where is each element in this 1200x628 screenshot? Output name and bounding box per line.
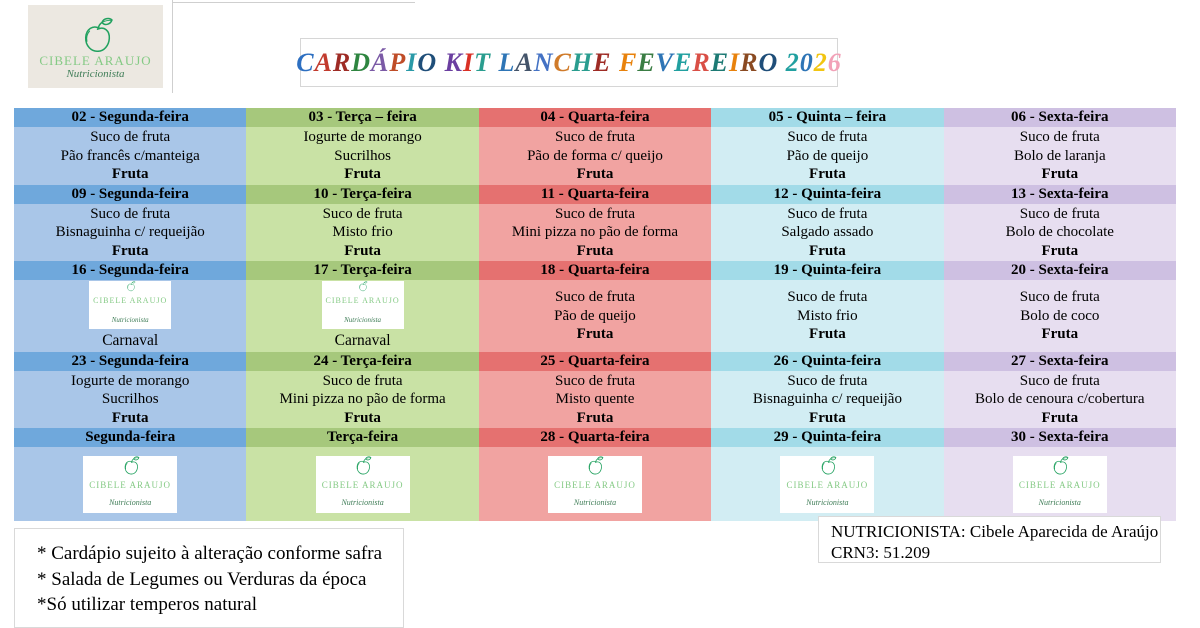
menu-line: Suco de fruta [1019,289,1100,305]
menu-line: Suco de fruta [1019,129,1100,145]
menu-line: Suco de fruta [787,205,868,222]
day-header-quinta-feira: 26 - Quinta-feira [711,352,943,371]
menu-cell [14,447,246,521]
logo-subtitle: Nutricionista [111,315,149,324]
menu-line: Mini pizza no pão de forma [511,224,679,240]
title-letter: E [593,47,612,77]
day-header-quarta-feira: 11 - Quarta-feira [479,185,711,204]
logo-name: CIBELE ARAUJO [93,296,168,305]
fruit-line: Fruta [576,409,614,426]
menu-cell [944,280,1176,352]
note-line: * Salada de Legumes ou Verduras da época [37,568,367,590]
title-letter: N [533,47,554,77]
title-letter: R [332,47,352,77]
fruit-line: Fruta [111,409,149,426]
menu-line: Suco de fruta [90,129,171,145]
title-letter: C [553,47,572,77]
menu-line: Misto quente [555,391,635,407]
menu-cell [711,447,943,521]
day-header-segunda-feira: 09 - Segunda-feira [14,185,246,204]
menu-cell [944,204,1176,262]
title-letter: I [406,47,418,77]
nutritionist-logo [548,456,642,513]
credentials-box [818,516,1161,563]
title-letter: O [758,47,779,77]
title-letter: A [314,47,333,77]
day-header-sexta-feira: 20 - Sexta-feira [944,261,1176,280]
title-letter: R [692,47,711,77]
logo-subtitle: Nutricionista [806,498,849,507]
title-letter [491,48,499,77]
day-header-quinta-feira: 29 - Quinta-feira [711,428,943,447]
title-letter: 6 [827,47,842,77]
logo-subtitle: Nutricionista [1038,498,1081,507]
menu-cell [944,371,1176,429]
carnaval-label: Carnaval [102,332,159,349]
logo-name: CIBELE ARAUJO [325,296,400,305]
day-header-terca-feira: 24 - Terça-feira [246,352,478,371]
menu-cell [14,280,246,352]
menu-line: Pão de queijo [786,147,869,164]
crn-number: CRN3: 51.209 [831,543,931,562]
menu-line: Bolo de cenoura c/cobertura [975,391,1145,407]
title-letter: E [674,47,693,77]
notes-box [14,528,404,628]
menu-line: Pão de queijo [554,307,636,324]
fruit-line: Fruta [344,409,381,426]
menu-line: Sucrilhos [101,391,159,407]
fruit-line: Fruta [1041,409,1079,426]
title-letter: E [710,47,730,77]
title-letter: K [444,47,464,77]
logo-subtitle: Nutricionista [109,498,152,507]
vertical-divider [172,0,173,93]
fruit-line: Fruta [809,166,846,182]
logo-name: CIBELE ARAUJO [554,479,636,490]
logo-subtitle: Nutricionista [573,498,617,507]
menu-line: Iogurte de morango [71,372,190,389]
apple-icon [816,456,839,476]
fruit-line: Fruta [576,326,614,342]
title-letter: Á [371,47,390,77]
fruit-line: Fruta [1041,242,1079,259]
nutritionist-logo [780,456,874,513]
menu-cell [479,447,711,521]
page-title [296,48,842,78]
title-letter: R [740,47,759,77]
menu-line: Suco de fruta [1019,372,1100,389]
title-letter: I [463,47,475,77]
calendar-table [14,108,1176,521]
nutritionist-logo [83,456,177,513]
day-header-terca-feira: 10 - Terça-feira [246,185,478,204]
nutritionist-logo [89,281,171,329]
apple-icon [353,281,372,292]
day-header-sexta-feira: 13 - Sexta-feira [944,185,1176,204]
menu-line: Suco de fruta [555,205,635,222]
fruit-line: Fruta [809,326,846,342]
fruit-line: Fruta [111,166,149,182]
menu-line: Bisnaguinha c/ requeijão [752,391,902,407]
title-letter [437,48,445,77]
day-header-terca-feira: 17 - Terça-feira [246,261,478,280]
logo-subtitle: Nutricionista [341,498,384,507]
logo-name: CIBELE ARAUJO [321,479,404,490]
menu-line: Bisnaguinha c/ requeijão [55,224,205,240]
menu-cell [246,447,478,521]
day-header-sexta-feira: 30 - Sexta-feira [944,428,1176,447]
day-header-quarta-feira: 25 - Quarta-feira [479,352,711,371]
title-letter: F [618,47,638,77]
carnaval-label: Carnaval [334,332,391,349]
horizontal-divider [172,2,415,3]
menu-cell [14,371,246,429]
menu-line: Misto frio [797,307,858,324]
title-letter: 2 [785,47,800,77]
title-letter: 0 [799,47,814,77]
menu-cell [711,127,943,185]
day-header-terca-feira: Terça-feira [246,428,478,447]
day-header-segunda-feira: Segunda-feira [14,428,246,447]
menu-line: Suco de fruta [787,289,868,305]
day-header-sexta-feira: 27 - Sexta-feira [944,352,1176,371]
brand-logo-slot [28,5,163,88]
title-letter: 2 [813,47,828,77]
fruit-line: Fruta [344,242,381,259]
logo-subtitle: Nutricionista [344,315,382,324]
menu-cell [246,127,478,185]
apple-icon [119,456,142,476]
nutritionist-logo [1013,456,1107,513]
menu-cell [14,204,246,262]
day-header-quarta-feira: 28 - Quarta-feira [479,428,711,447]
apple-icon [351,456,374,476]
day-header-sexta-feira: 06 - Sexta-feira [944,108,1176,127]
menu-cell [711,371,943,429]
menu-line: Suco de fruta [555,289,635,305]
nutritionist-logo [322,281,404,329]
apple-icon [1048,456,1071,476]
menu-line: Suco de fruta [322,372,403,389]
title-letter: C [296,47,315,77]
menu-line: Suco de fruta [555,372,635,389]
menu-cell [944,127,1176,185]
title-letter: E [637,47,656,77]
nutritionist-name: NUTRICIONISTA: Cibele Aparecida de Araújo [831,522,1159,541]
logo-name: CIBELE ARAUJO [1018,479,1101,490]
day-header-quarta-feira: 18 - Quarta-feira [479,261,711,280]
title-letter: P [389,47,407,77]
menu-cell [246,280,478,352]
menu-cell [711,280,943,352]
day-header-quinta-feira: 05 - Quinta – feira [711,108,943,127]
menu-cell [944,447,1176,521]
menu-line: Misto frio [332,224,393,240]
menu-line: Suco de fruta [322,205,403,222]
menu-cell [246,204,478,262]
menu-line: Bolo de laranja [1013,147,1106,164]
menu-line: Pão de forma c/ queijo [527,147,663,164]
logo-name: CIBELE ARAUJO [89,479,172,490]
menu-line: Pão francês c/manteiga [60,147,200,164]
menu-line: Bolo de coco [1020,307,1100,324]
day-header-quinta-feira: 12 - Quinta-feira [711,185,943,204]
menu-cell [246,371,478,429]
title-letter: V [655,47,674,77]
day-header-terca-feira: 03 - Terça – feira [246,108,478,127]
day-header-quinta-feira: 19 - Quinta-feira [711,261,943,280]
title-letter: A [515,47,534,77]
title-letter [611,48,619,77]
title-letter: I [729,47,741,77]
note-line: *Só utilizar temperos natural [37,594,258,615]
title-letter: L [498,47,516,77]
menu-line: Suco de fruta [1019,205,1100,222]
title-letter: D [351,47,372,77]
menu-cell [14,127,246,185]
apple-icon [121,281,140,292]
day-header-segunda-feira: 23 - Segunda-feira [14,352,246,371]
menu-cell [711,204,943,262]
menu-line: Suco de fruta [787,372,868,389]
title-box [296,38,842,87]
fruit-line: Fruta [576,166,614,182]
menu-line: Suco de fruta [555,129,635,145]
day-header-segunda-feira: 02 - Segunda-feira [14,108,246,127]
menu-cell [479,280,711,352]
menu-line: Mini pizza no pão de forma [279,391,446,407]
day-header-segunda-feira: 16 - Segunda-feira [14,261,246,280]
fruit-line: Fruta [809,242,846,259]
fruit-line: Fruta [809,409,846,426]
day-header-quarta-feira: 04 - Quarta-feira [479,108,711,127]
fruit-line: Fruta [111,242,149,259]
menu-line: Bolo de chocolate [1005,224,1114,240]
menu-cell [479,127,711,185]
title-letter: T [474,47,492,77]
menu-line: Iogurte de morango [303,129,422,145]
fruit-line: Fruta [1041,166,1079,182]
fruit-line: Fruta [344,166,381,182]
logo-subtitle: Nutricionista [66,67,125,80]
nutritionist-logo [28,5,163,88]
logo-name: CIBELE ARAUJO [39,52,152,68]
logo-name: CIBELE ARAUJO [786,479,869,490]
title-letter [778,48,786,77]
fruit-line: Fruta [1041,326,1079,342]
title-letter: H [571,47,594,77]
apple-icon [583,456,606,476]
menu-cell [479,371,711,429]
fruit-line: Fruta [576,242,614,259]
nutritionist-logo [316,456,410,513]
menu-line: Salgado assado [781,224,874,240]
note-line: * Cardápio sujeito à alteração conforme safra [37,543,383,564]
menu-line: Suco de fruta [90,205,171,222]
menu-line: Sucrilhos [334,147,391,164]
apple-icon [77,17,115,55]
menu-cell [479,204,711,262]
menu-line: Suco de fruta [787,129,868,145]
title-letter: O [417,47,438,77]
